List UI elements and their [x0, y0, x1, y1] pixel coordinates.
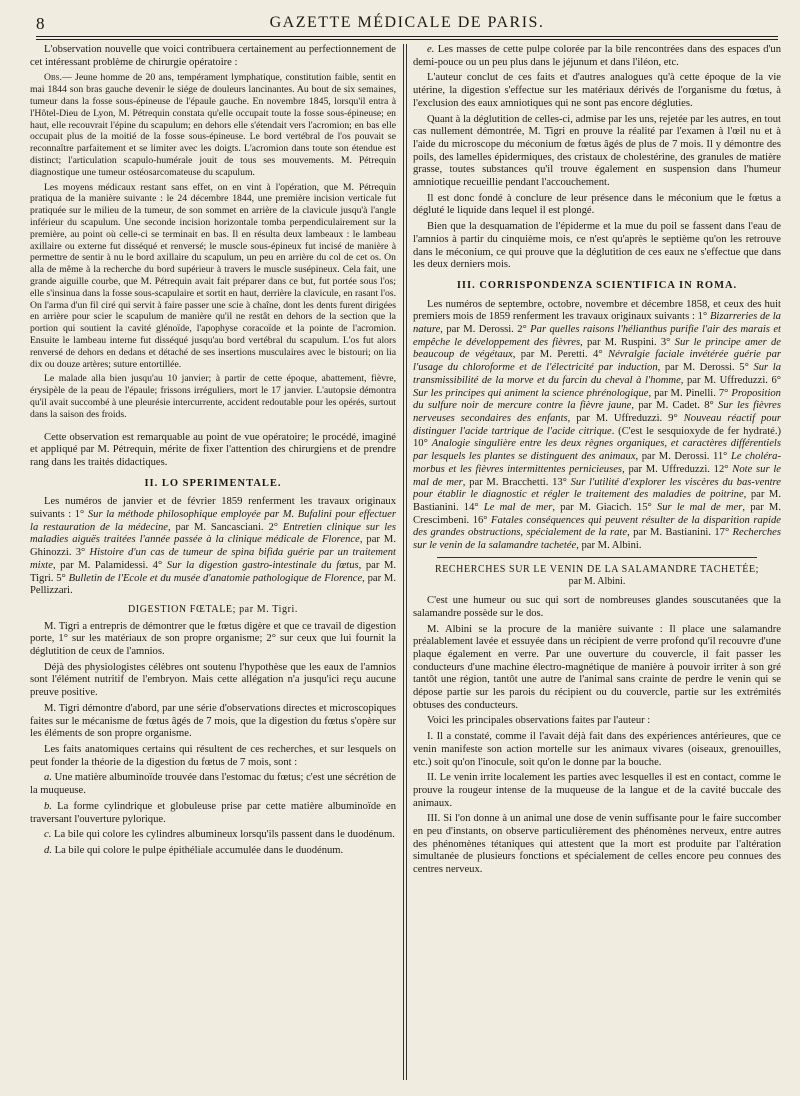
article-title: Sur l'utilité d'explorer les viscères du bas-ventre pour établir le diagnostic et régler le traitement des maladies de poitrine: [413, 476, 781, 501]
page-header: [36, 10, 778, 37]
section-rule: [437, 557, 757, 558]
tigri-paragraph-1: M. Tigri a entrepris de démontrer que le fœtus digère et que ce travail de digestion porte, 1° sur les matériaux de son propre organisme; 2° sur ceux que lui fournit la déglutition de ceux de l'amnios.: [30, 620, 396, 658]
venin-observation-2: II. Le venin irrite localement les parties avec lesquelles il est en contact, comme le prouve la rougeur intense de la muqueuse de la langue et de la cavité buccale des animaux.: [413, 772, 781, 809]
remark-paragraph: Cette observation est remarquable au point de vue opératoire; le procédé, imaginé et appliqué par M. Pétrequin, mérite de fixer l'attention des chirurgiens et de prendre rang dans les traités didactiques.: [30, 431, 396, 468]
text-run: , par M. Giacich. 15°: [552, 501, 657, 513]
text-run: , par M. Uffreduzzi. 9°: [567, 412, 684, 424]
item-label: b.: [44, 800, 52, 812]
tigri-paragraph-4: Les faits anatomiques certains qui résultent de ces recherches, et sur lesquels on peut fonder la théorie de la digestion du fœtus de 7 mois, sont :: [30, 743, 396, 768]
item-text: La forme cylindrique et globuleuse prise par cette matière albuminoïde en traversant l'ouverture pylorique.: [30, 800, 396, 825]
text-run: , par M. Derossi. 2°: [440, 324, 531, 336]
text-run: , par M. Sancasciani. 2°: [168, 521, 283, 533]
right-column: [413, 44, 781, 1084]
desquamation-paragraph: Bien que la desquamation de l'épiderme et la mue du poil se fassent dans l'eau de l'amnios à partir du cinquième mois, ce n'est qu'après le septième qu'on les retrouve dans le méconium, ce qui prouve que la déglutition de ces eaux ne s'effectue que dans les deux derniers mois.: [413, 221, 781, 271]
tigri-paragraph-3: M. Tigri démontre d'abord, par une série d'observations directes et microscopiques faites sur le mécanisme de fœtus âgés de 7 mois, que la digestion du fœtus s'opère sur les éléments de son propre organisme.: [30, 702, 396, 740]
page-number: 8: [36, 14, 45, 33]
article-title: Sur le mal de mer: [656, 501, 743, 513]
venin-observation-3: III. Si l'on donne à un animal une dose de venin suffisante pour le faire succomber en peu d'instants, on observe particulièrement des phénomènes nerveux, entre autres des phénomènes tétaniques qui attestent que la mort est produite par l'altération simultanée de plusieurs fonctions et spécialement de celles encore peu connues des centres nerveux.: [413, 813, 781, 876]
item-label: e.: [427, 44, 435, 55]
text-run: , par M. Derossi. 5°: [657, 362, 754, 374]
article-title: Nouveau réactif pour distinguer l'acide tartrique de l'acide citrique: [413, 412, 781, 437]
article-title: Sur le principe amer de beaucoup de végétaux: [413, 336, 781, 361]
article-title: Recherches sur le venin de la salamandre tachetée: [413, 527, 781, 552]
article-title: Fatales conséquences qui peuvent résulter de la disparition rapide des grandes obstructions, spécialement de la rate: [413, 514, 781, 539]
article-title: Le mal de mer: [483, 501, 553, 513]
list-item-a: [30, 772, 396, 797]
venin-paragraph-3: Voici les principales observations faites par l'auteur :: [427, 715, 651, 727]
text-run: , par M. Bastianini. 17°: [627, 527, 733, 539]
text-run: Les numéros de septembre, octobre, novembre et décembre 1858, et ceux des huit premiers mois de 1859 renferment les travaux originaux suivants : 1°: [413, 298, 781, 323]
text-run: , par M. Derossi. 11°: [635, 451, 731, 463]
left-column: [30, 44, 396, 1084]
article-title: Le choléra-morbus et les fièvres intermittentes pernicieuses: [413, 451, 781, 475]
tigri-paragraph-2: Déjà des physiologistes célèbres ont soutenu l'hypothèse que les eaux de l'amnios sont l'élément nutritif de l'embryon. Mais cette allégation n'a jusqu'ici reçu aucune preuve positive.: [30, 661, 396, 699]
venin-observation-1: I. Il a constaté, comme il l'avait déjà fait dans des expériences antérieures, que ce venin manifeste son action mortelle sur les animaux vivares (oiseaux, grenouilles, etc.) soit qu'on l'inocule, soit qu'on le donne par la bouche.: [413, 731, 781, 768]
text-run: , par M. Palamidessi. 4°: [52, 559, 167, 571]
intro-paragraph: L'observation nouvelle que voici contribuera certainement au perfectionnement de cet intéressant problème de chirurgie opératoire :: [30, 44, 396, 68]
list-item-b: [30, 801, 396, 826]
article-title: Sur la transmissibilité de la morve et du farcin du cheval à l'homme: [413, 362, 781, 386]
text-run: , par M. Crescimbeni. 16°: [413, 501, 781, 526]
subsection-title-digestion: DIGESTION FŒTALE; par M. Tigri.: [127, 603, 299, 615]
article-title: Bizarreries de la nature: [413, 311, 781, 336]
article-title: Analogie singulière entre les deux règnes organiques, et caractères différentiels par lesquels les plantes se distinguent des animaux: [413, 438, 781, 463]
text-run: , par M. Bastianini. 14°: [413, 489, 781, 513]
article-title: Bulletin de l'Ecole et du musée d'anatomie pathologique de Florence: [68, 572, 363, 584]
venin-paragraph-2: M. Albini se la procure de la manière suivante : Il place une salamandre préalablement lavée et essuyée dans un récipient de verre profond qu'il recouvre d'une plaque également en verre. Par une ouverture du couvercle, il fait passer les conducteurs d'une machine électro-magnétique de manière à pouvoir irriter à son gré tantôt une région, tantôt une autre de l'animal sans crainte de perdre le venin qui se dépose partie sur les parois du récipient ou du couvercle, partie sur les extrémités obtuses des conducteurs.: [413, 623, 781, 711]
sperimentale-paragraph: [30, 496, 396, 598]
text-run: , par M. Ruspini. 3°: [580, 336, 675, 348]
case-text: — Jeune homme de 20 ans, tempérament lymphatique, constitution faible, sentit en mai 1844 son bras gauche devenir le siége de douleurs lancinantes. Au bout de six semaines, tumeur dans la fosse sous-épineuse de l'épaule gauche. En novembre 1845, lorsqu'il entra à l'Hôtel-Dieu de Lyon, M. Pétrequin constata qu'elle occupait toute la fosse sous-épineuse; en haut, elle recouvrait l'épine du scapulum; en dehors elle s'étendait vers l'acromion; en bas elle occupait plus de la moitié de la fosse sous-épineuse. Le bord vertébral de l'os pouvait se reconnaître parfaitement et se limiter avec les doigts. L'acromion dans toute son étendue est distinct; l'articulation scapulo-humérale jouit de tous ses mouvements. M. Pétrequin diagnostique une tumeur ostéosarcomateuse du scapulum.: [30, 72, 396, 178]
list-item-d: [30, 845, 396, 858]
article-title: Sur la digestion gastro-intestinale du fœtus: [166, 559, 359, 571]
item-text: La bile qui colore le pulpe épithéliale accumulée dans le duodénum.: [54, 844, 344, 856]
column-divider: [403, 44, 404, 1080]
column-divider-inner: [406, 44, 407, 1080]
section-title-sperimentale: II. LO SPERIMENTALE.: [144, 477, 282, 489]
text-run: Les numéros de janvier et de février 1859 renferment les travaux originaux suivants : 1°: [30, 496, 396, 521]
case-observation: [30, 72, 396, 178]
journal-title: GAZETTE MÉDICALE DE PARIS.: [269, 14, 545, 31]
item-label: d.: [44, 844, 52, 856]
text-run: , par M. Pinelli. 7°: [648, 387, 732, 399]
article-title: Proposition du sulfure noir de mercure contre la fièvre jaune: [413, 387, 781, 412]
list-item-e: [413, 44, 781, 69]
article-title: Note sur le mal de mer: [413, 463, 781, 488]
text-run: , par M. Uffreduzzi. 6°: [680, 374, 781, 386]
header-rule: [36, 39, 778, 40]
article-title: Entretien clinique sur les maladies aiguës traitées l'année passée à la clinique médicale de Florence: [30, 521, 396, 546]
text-run: , par M. Pellizzari.: [30, 572, 396, 597]
text-run: , par M. Ghinozzi. 3°: [30, 534, 396, 559]
meconium-paragraph: Il est donc fondé à conclure de leur présence dans le méconium que le fœtus a dégluté le liquide dans lequel il est plongé.: [413, 192, 781, 217]
article-title: Sur les fièvres nerveuses secondaires des enfants: [413, 400, 781, 424]
item-text: Une matière albuminoïde trouvée dans l'estomac du fœtus; c'est une sécrétion de la muqueuse.: [30, 772, 396, 797]
article-title: Histoire d'un cas de tumeur de spina bifida guérie par un traitement mixte: [30, 547, 396, 571]
subsection-title-salamandre: RECHERCHES SUR LE VENIN DE LA SALAMANDRE TACHETÉE;: [434, 563, 760, 575]
item-label: a.: [44, 772, 52, 784]
item-text: La bile qui colore les cylindres albumineux lorsqu'ils passent dans le duodénum.: [54, 829, 395, 841]
subsection-author: par M. Albini.: [568, 576, 626, 588]
text-run: , par M. Tigri. 5°: [30, 559, 396, 584]
article-title: Sur les principes qui animent la science phrénologique: [413, 387, 649, 399]
item-label: c.: [44, 829, 52, 841]
article-title: Par quelles raisons l'hélianthus purifie l'air des marais et empêche le développement des fièvres: [413, 324, 781, 348]
operation-paragraph: Les moyens médicaux restant sans effet, on en vint à l'opération, que M. Pétrequin pratiqua de la manière suivante : le 24 décembre 1844, une première incision verticale fut pratiquée sur le milieu de la tumeur, de son sommet en arrière de la clavicule jusqu'à l'angle inférieur du scapulum. Une seconde incision horizontale tomba perpendiculairement sur la première, au point où celle-ci se terminait en bas. Il en résulta deux lambeaux : le lambeau axillaire ou externe fut disséqué et renversé; le muscle sous-épineux fut incisé de manière à permettre de sentir à nu le bord axillaire du scapulum, un peu en arrière du col de cet os. On alla de même à la recherche du bord supérieur à travers le muscle susépineux. Cela fait, une grande aiguille courbe, que M. Pétrequin avait fait préparer dans ce but, fut portée sous l'os; elle s'insinua dans la fosse sous-scapulaire et sortit en haut, derrière la clavicule, en rasant l'os. On l'arma d'un fil ciré qui servit à faire passer une scie à chaîne, dont les dents furent dirigées en arrière pour scier le scapulum de manière qu'il ne restât en dehors de la section que la portion qui soutient la cavité glénoïde, l'apophyse coracoïde et la pointe de l'acromion. Ensuite le lambeau interne fut disséqué jusqu'au bord vertébral du scapulum. L'os fut alors renversé de dehors en dedans et détaché de ses insertions musculaires avec le bistouri; on lia dix ou douze artères; suture entortillée.: [30, 181, 396, 370]
article-title: Sur la méthode philosophique employée par M. Bufalini pour effectuer la restauration de la médecine: [30, 509, 396, 533]
conclusion-paragraph: L'auteur conclut de ces faits et d'autres analogues qu'à cette époque de la vie utérine, la digestion s'effectue sur les matériaux dérivés de l'organisme du fœtus, à l'exclusion des eaux amniotiques qui ne sont pas encore dégluties.: [413, 72, 781, 109]
text-run: , par M. Cadet. 8°: [631, 400, 719, 412]
venin-paragraph-1: C'est une humeur ou suc qui sort de nombreuses glandes souscutanées que la salamandre possède sur le dos.: [413, 595, 781, 619]
article-title: Névralgie faciale invétérée guérie par l'usage du chloroforme et de l'électricité par induction: [413, 349, 781, 374]
deglutition-paragraph: Quant à la déglutition de celles-ci, admise par les uns, rejetée par les autres, en tout cas nullement démontrée, M. Tigri en prouve la réalité par l'examen à l'œil nu et à l'aide du microscope du méconium de fœtus âgés de plus de 7 mois. Il y démontre des poils, des lamelles épidermiques, des cristaux de cholestérine, des granules de matière grasse, toutes substances qu'il trouve également en suspension dans l'humeur amniotique recueillie pendant l'accouchement.: [413, 113, 781, 189]
text-run: , par M. Albini.: [576, 540, 642, 552]
corrispondenza-paragraph: [413, 299, 781, 553]
item-text: Les masses de cette pulpe colorée par la bile rencontrées dans des espaces d'un demi-pouce ou un peu plus dans le jéjunum et dans l'iléon, etc.: [413, 44, 781, 68]
outcome-paragraph: Le malade alla bien jusqu'au 10 janvier; à partir de cette époque, abattement, fièvre, érysipèle de la peau de l'épaule; frissons irréguliers, mort le 17 janvier. L'autopsie démontra qu'il avait succombé à une pleurésie intercurrente, accident redoutable pour les opérés, surtout dans la saison des froids.: [30, 373, 396, 420]
text-run: , par M. Peretti. 4°: [512, 349, 609, 361]
case-label: Obs.: [44, 72, 62, 84]
section-title-corrispondenza: III. CORRISPONDENZA SCIENTIFICA IN ROMA.: [456, 279, 738, 291]
text-run: . (C'est le sesquioxyde de fer hydraté.) 10°: [413, 425, 781, 450]
text-run: , par M. Bracchetti. 13°: [462, 476, 571, 488]
text-run: , par M. Uffreduzzi. 12°: [622, 463, 733, 475]
list-item-c: [30, 829, 396, 842]
